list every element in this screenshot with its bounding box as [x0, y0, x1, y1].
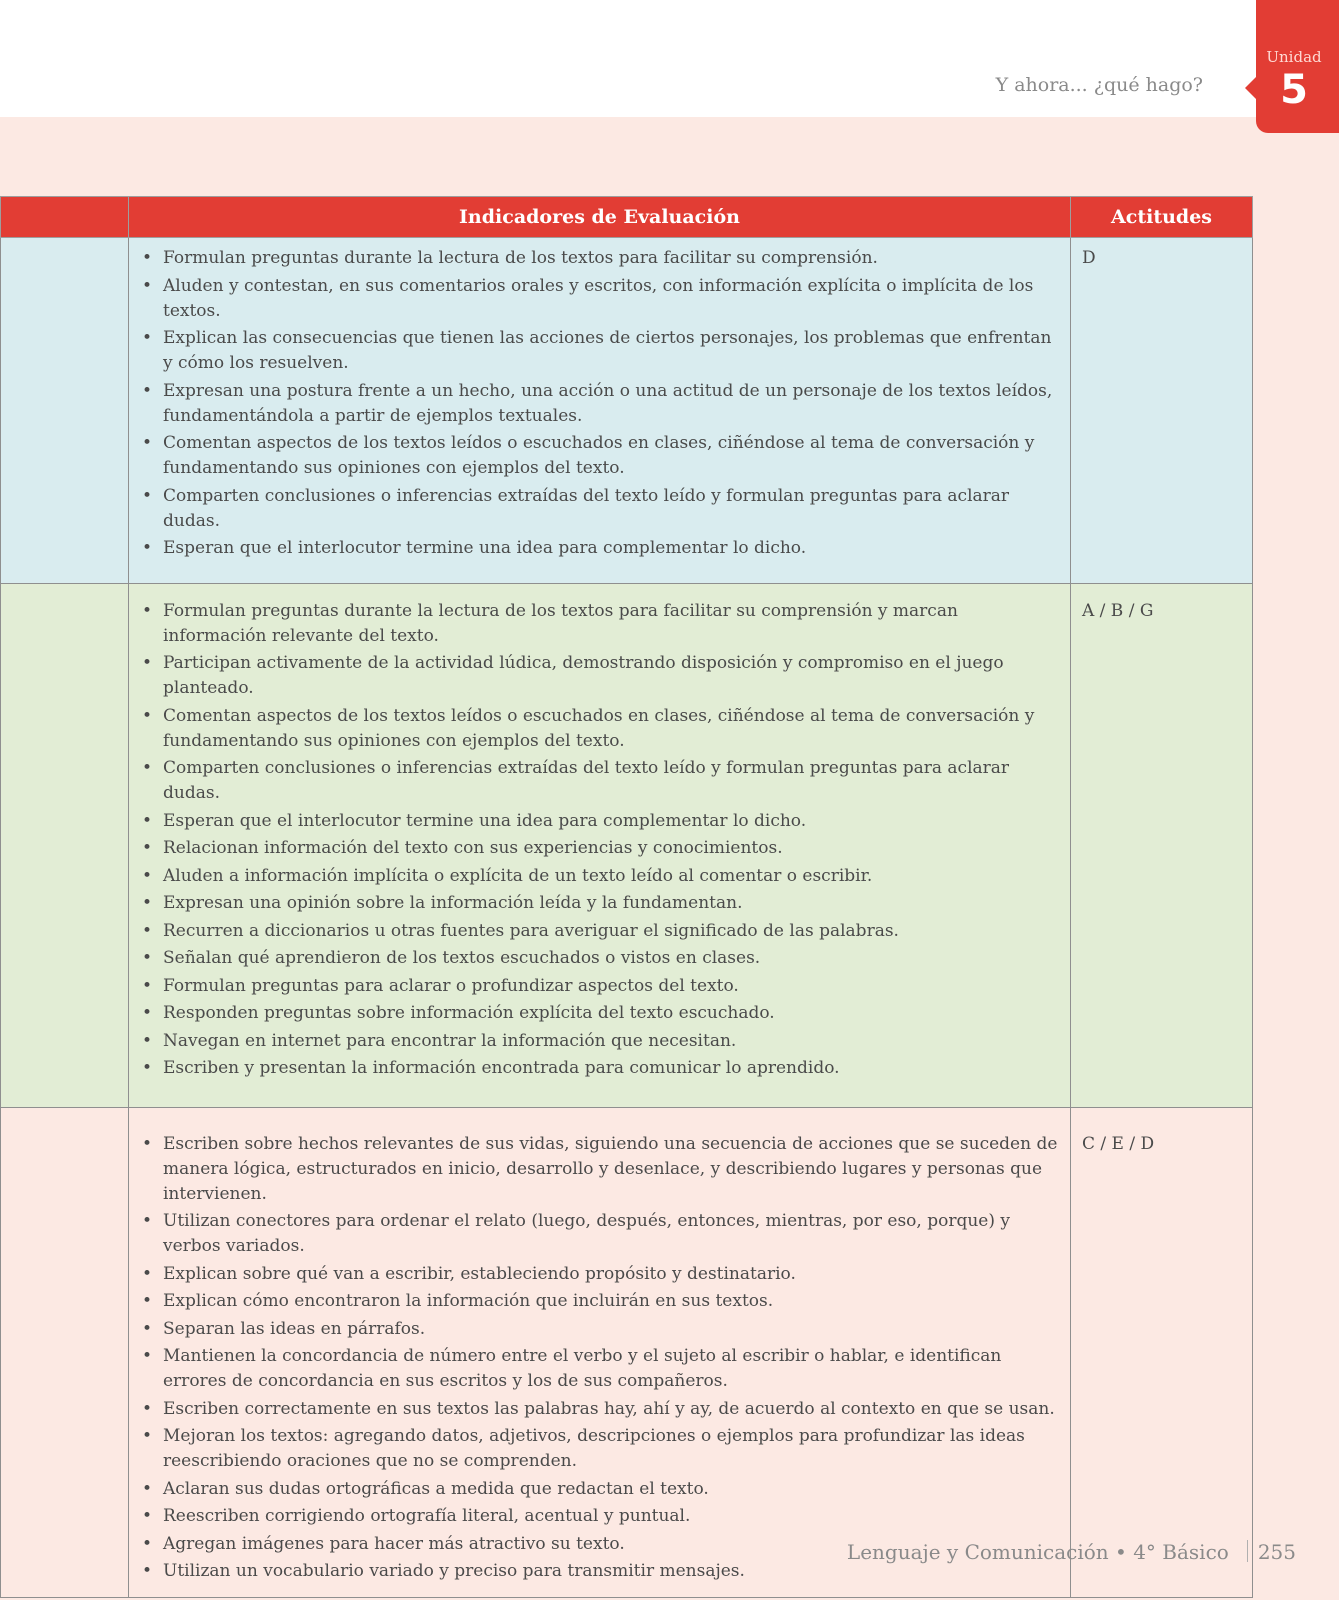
list-item: • Utilizan conectores para ordenar el relato (luego, después, entonces, mientras, por eso, porque) y verbos variados.: [163, 1209, 1062, 1259]
page-footer: [847, 1540, 1296, 1564]
list-item: • Reescriben corrigiendo ortografía literal, acentual y puntual.: [163, 1504, 1062, 1529]
row-label-cell: [1, 1107, 129, 1597]
page-number: 255: [1257, 1540, 1296, 1564]
list-item: • Comparten conclusiones o inferencias extraídas del texto leído y formulan preguntas para aclarar dudas.: [163, 484, 1062, 534]
row-label-cell: [1, 238, 129, 584]
attitudes-value: C / E / D: [1082, 1133, 1155, 1154]
attitudes-cell: [1071, 1107, 1253, 1597]
list-item: • Señalan qué aprendieron de los textos escuchados o vistos en clases.: [163, 946, 1062, 971]
running-title: Y ahora... ¿qué hago?: [995, 74, 1203, 96]
attitudes-value: D: [1082, 248, 1096, 268]
list-item: • Escriben y presentan la información encontrada para comunicar lo aprendido.: [163, 1056, 1062, 1081]
list-item: • Explican cómo encontraron la información que incluirán en sus textos.: [163, 1289, 1062, 1314]
table-row: [1, 238, 1253, 584]
unit-tab: [1256, 0, 1339, 133]
list-item: • Comentan aspectos de los textos leídos o escuchados en clases, ciñéndose al tema de conversación y fundamentando sus opiniones con ejemplos del texto.: [163, 704, 1062, 754]
list-item: • Formulan preguntas durante la lectura de los textos para facilitar su comprensión.: [163, 246, 1062, 271]
list-item: • Esperan que el interlocutor termine una idea para complementar lo dicho.: [163, 536, 1062, 561]
list-item: • Aluden a información implícita o explícita de un texto leído al comentar o escribir.: [163, 864, 1062, 889]
attitudes-cell: [1071, 583, 1253, 1107]
list-item: • Aluden y contestan, en sus comentarios orales y escritos, con información explícita o implícita de los textos.: [163, 274, 1062, 324]
list-item: • Utilizan un vocabulario variado y preciso para transmitir mensajes.: [163, 1559, 1062, 1584]
book-title: Lenguaje y Comunicación • 4° Básico: [846, 1540, 1229, 1564]
list-item: • Agregan imágenes para hacer más atractivo su texto.: [163, 1532, 1062, 1557]
attitudes-cell: [1071, 238, 1253, 584]
column-header-attitudes: Actitudes: [1071, 197, 1253, 238]
list-item: • Navegan en internet para encontrar la información que necesitan.: [163, 1029, 1062, 1054]
list-item: • Recurren a diccionarios u otras fuentes para averiguar el significado de las palabras.: [163, 919, 1062, 944]
list-item: • Responden preguntas sobre información explícita del texto escuchado.: [163, 1001, 1062, 1026]
list-item: • Formulan preguntas durante la lectura de los textos para facilitar su comprensión y marcan información relevante del texto.: [163, 599, 1062, 649]
list-item: • Escriben correctamente en sus textos las palabras hay, ahí y ay, de acuerdo al contexto en que se usan.: [163, 1397, 1062, 1422]
column-header-indicators: Indicadores de Evaluación: [129, 197, 1071, 238]
indicator-list: [129, 584, 1070, 1107]
indicators-cell: [129, 1107, 1071, 1597]
list-item: • Expresan una postura frente a un hecho, una acción o una actitud de un personaje de los textos leídos, fundamentándola a partir de ejemplos textuales.: [163, 379, 1062, 429]
list-item: • Mantienen la concordancia de número entre el verbo y el sujeto al escribir o hablar, e identifican errores de concordancia en sus escritos y los de sus compañeros.: [163, 1344, 1062, 1394]
unit-label: Unidad: [1266, 48, 1322, 66]
indicators-cell: [129, 238, 1071, 584]
indicator-list: [129, 1108, 1070, 1597]
table-row: [1, 1107, 1253, 1597]
indicator-list: [129, 238, 1070, 583]
list-item: • Explican sobre qué van a escribir, estableciendo propósito y destinatario.: [163, 1262, 1062, 1287]
list-item: • Expresan una opinión sobre la información leída y la fundamentan.: [163, 891, 1062, 916]
table-header-row: [1, 197, 1253, 238]
list-item: • Escriben sobre hechos relevantes de sus vidas, siguiendo una secuencia de acciones que se suceden de manera lógica, estructurados en inicio, desarrollo y desenlace, y describiendo lugares y personas que intervienen.: [163, 1132, 1062, 1207]
list-item: • Mejoran los textos: agregando datos, adjetivos, descripciones o ejemplos para profundizar las ideas reescribiendo oraciones que no se comprenden.: [163, 1424, 1062, 1474]
unit-number: 5: [1280, 67, 1308, 113]
unit-tab-pointer-icon: [1245, 77, 1256, 99]
list-item: • Relacionan información del texto con sus experiencias y conocimientos.: [163, 836, 1062, 861]
evaluation-table: [0, 196, 1253, 1598]
column-header-blank: [1, 197, 129, 238]
footer-divider: [1247, 1540, 1248, 1562]
list-item: • Aclaran sus dudas ortográficas a medida que redactan el texto.: [163, 1477, 1062, 1502]
attitudes-value: A / B / G: [1082, 600, 1154, 621]
list-item: • Explican las consecuencias que tienen las acciones de ciertos personajes, los problemas que enfrentan y cómo los resuelven.: [163, 326, 1062, 376]
list-item: • Participan activamente de la actividad lúdica, demostrando disposición y compromiso en el juego planteado.: [163, 651, 1062, 701]
list-item: • Comentan aspectos de los textos leídos o escuchados en clases, ciñéndose al tema de conversación y fundamentando sus opiniones con ejemplos del texto.: [163, 431, 1062, 481]
row-label-cell: [1, 583, 129, 1107]
list-item: • Esperan que el interlocutor termine una idea para complementar lo dicho.: [163, 809, 1062, 834]
list-item: • Comparten conclusiones o inferencias extraídas del texto leído y formulan preguntas para aclarar dudas.: [163, 756, 1062, 806]
indicators-cell: [129, 583, 1071, 1107]
list-item: • Formulan preguntas para aclarar o profundizar aspectos del texto.: [163, 974, 1062, 999]
table-row: [1, 583, 1253, 1107]
header-band: [0, 0, 1339, 117]
list-item: • Separan las ideas en párrafos.: [163, 1317, 1062, 1342]
